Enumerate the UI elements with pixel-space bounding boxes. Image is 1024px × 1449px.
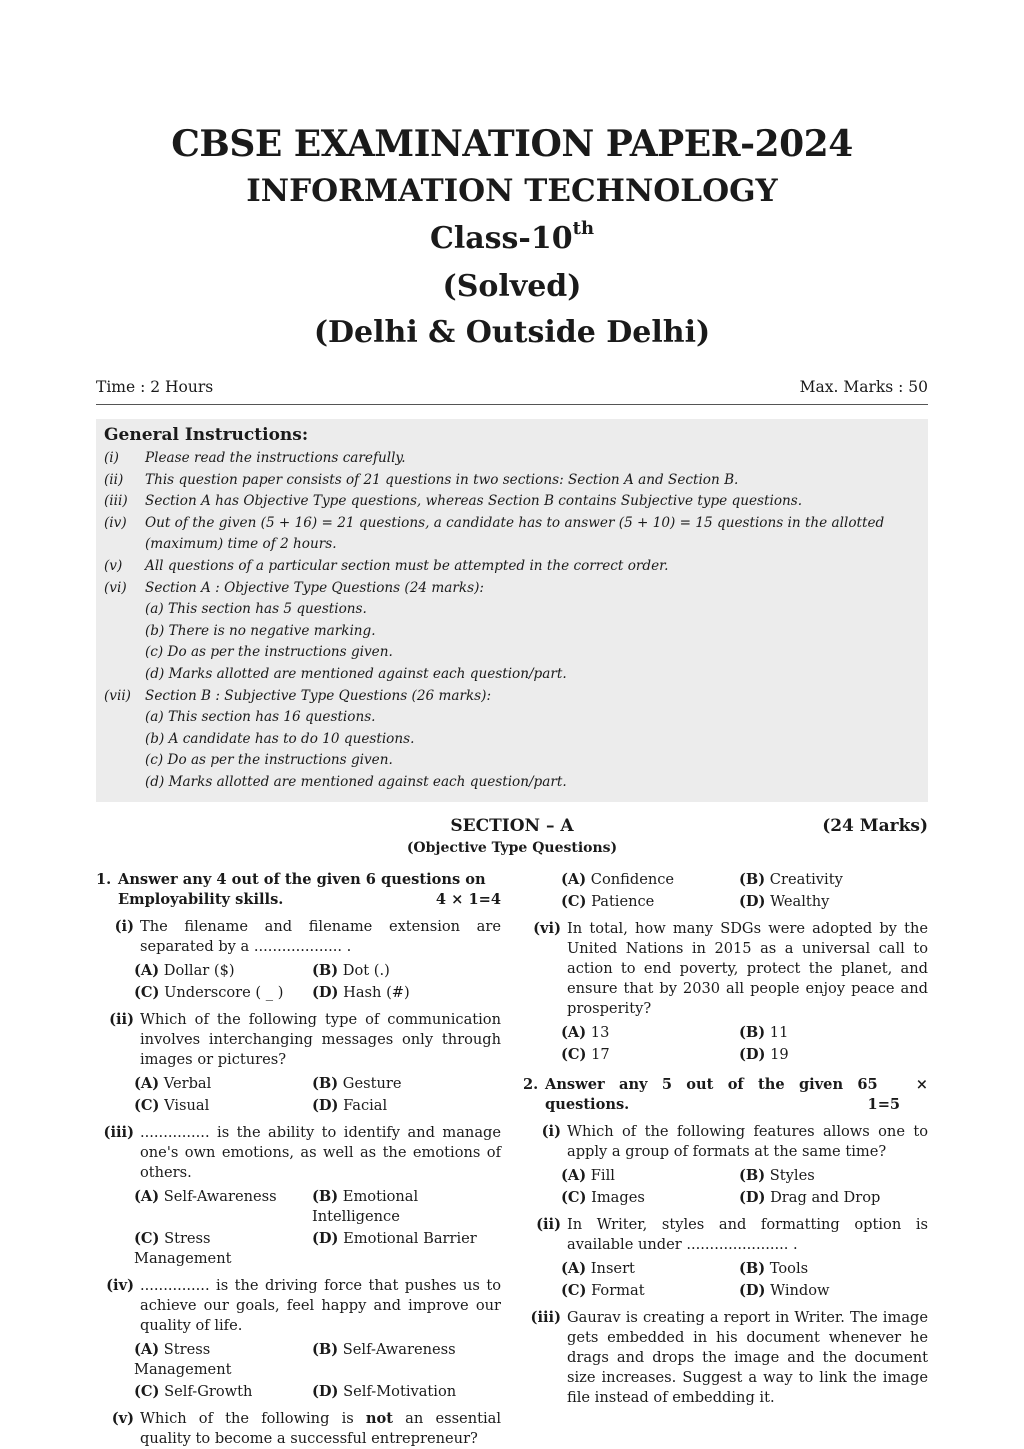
instruction-item: (vi) Section A : Objective Type Questions (24 marks): xyxy=(104,579,484,596)
option: (D) Self-Motivation xyxy=(312,1382,457,1400)
title-block xyxy=(96,120,928,356)
question-marks: 5 × 1=5 xyxy=(867,1075,928,1113)
paper-title: CBSE EXAMINATION PAPER-2024 xyxy=(171,123,853,165)
option: (D) Emotional Barrier xyxy=(312,1229,477,1247)
options xyxy=(134,1340,501,1402)
instructions-title: General Instructions: xyxy=(104,425,309,445)
exam-page xyxy=(96,0,928,1449)
option: (A) Dollar ($) xyxy=(134,961,235,979)
instruction-item: (iv) Out of the given (5 + 16) = 21 questions, a candidate has to answer (5 + 10) = 15 questions in the allotted (maximum) time of 2 hours. xyxy=(104,514,885,553)
option: (D) Wealthy xyxy=(739,892,830,910)
question-2-header: 2. Answer any 5 out of the given 6 questions. 5 × 1=5 xyxy=(523,1075,928,1113)
options xyxy=(561,1259,928,1301)
solved-label: (Solved) xyxy=(442,269,582,304)
region-label: (Delhi & Outside Delhi) xyxy=(313,315,711,350)
option: (C) Underscore ( _ ) xyxy=(134,983,284,1001)
question-1-header: 1. Answer any 4 out of the given 6 questions on Employability skills. 4 × 1=4 xyxy=(96,870,501,908)
sub-question: (iii) Gaurav is creating a report in Writer. The image gets embedded in his document whenever he drags and drops the image and the document size increases. Suggest a way to link the image file instead of embedding it. xyxy=(530,1308,928,1406)
option: (B) Styles xyxy=(739,1166,815,1184)
option: (C) Visual xyxy=(134,1096,210,1114)
instruction-subitem: (a) This section has 16 questions. xyxy=(145,709,376,726)
time-label: Time : 2 Hours xyxy=(96,378,214,396)
right-column xyxy=(523,870,928,1449)
sub-question: (vi) In total, how many SDGs were adopted by the United Nations in 2015 as a universal call to action to end poverty, protect the planet, and ensure that by 2030 all people enjoy peace and prosperity? xyxy=(533,919,928,1017)
option: (B) Emotional Intelligence xyxy=(312,1187,419,1225)
options xyxy=(561,1166,928,1208)
instruction-item: (ii) This question paper consists of 21 questions in two sections: Section A and Section B. xyxy=(104,471,739,488)
option: (D) 19 xyxy=(739,1045,789,1063)
section-title: SECTION – A xyxy=(450,815,574,836)
options xyxy=(561,870,928,912)
option: (A) 13 xyxy=(561,1023,610,1041)
class-title: Class-10th xyxy=(429,218,595,256)
instruction-subitem: (b) A candidate has to do 10 questions. xyxy=(145,730,415,747)
option: (D) Window xyxy=(739,1281,830,1299)
option: (D) Hash (#) xyxy=(312,983,410,1001)
instruction-subitem: (d) Marks allotted are mentioned against each question/part. xyxy=(145,773,567,790)
sub-question: (i) Which of the following features allows one to apply a group of formats at the same time? xyxy=(541,1122,928,1160)
option: (A) Fill xyxy=(561,1166,615,1184)
option: (B) Self-Awareness xyxy=(312,1340,456,1358)
question-marks: 4 × 1=4 xyxy=(435,890,501,908)
meta-row xyxy=(96,378,928,405)
option: (B) Gesture xyxy=(312,1074,402,1092)
options xyxy=(134,1187,501,1269)
options xyxy=(134,961,501,1003)
sub-question: (v) Which of the following is not an essential quality to become a successful entrepreneur? xyxy=(111,1409,501,1447)
option: (C) 17 xyxy=(561,1045,610,1063)
question-columns xyxy=(96,870,928,1449)
section-subtitle: (Objective Type Questions) xyxy=(406,839,618,856)
option: (B) 11 xyxy=(739,1023,789,1041)
option: (B) Dot (.) xyxy=(312,961,390,979)
sub-question: (iv) ............... is the driving force that pushes us to achieve our goals, feel happy and improve our quality of life. xyxy=(106,1276,501,1334)
sub-question: (i) The filename and filename extension are separated by a ................... . xyxy=(114,917,501,955)
sub-question: (iii) ............... is the ability to identify and manage one's own emotions, as well as the emotions of others. xyxy=(103,1123,501,1181)
option: (B) Creativity xyxy=(739,870,843,888)
subject-title: INFORMATION TECHNOLOGY xyxy=(246,173,778,209)
instruction-subitem: (a) This section has 5 questions. xyxy=(145,601,367,618)
option: (C) Self-Growth xyxy=(134,1382,253,1400)
option: (C) Stress Management xyxy=(134,1229,232,1267)
option: (A) Verbal xyxy=(134,1074,212,1092)
instruction-subitem: (d) Marks allotted are mentioned against each question/part. xyxy=(145,665,567,682)
section-marks: (24 Marks) xyxy=(822,815,928,836)
option: (C) Patience xyxy=(561,892,655,910)
instruction-item: (v) All questions of a particular section must be attempted in the correct order. xyxy=(104,557,669,574)
option: (D) Drag and Drop xyxy=(739,1188,881,1206)
max-marks-label: Max. Marks : 50 xyxy=(799,378,928,396)
instruction-item: (vii) Section B : Subjective Type Questions (26 marks): xyxy=(104,687,492,704)
option: (C) Images xyxy=(561,1188,645,1206)
sub-question: (ii) In Writer, styles and formatting option is available under ...................... . xyxy=(536,1215,928,1253)
option: (B) Tools xyxy=(739,1259,809,1277)
option: (C) Format xyxy=(561,1281,645,1299)
option: (A) Self-Awareness xyxy=(134,1187,277,1205)
left-column xyxy=(96,870,501,1449)
options xyxy=(134,1074,501,1116)
options xyxy=(561,1023,928,1065)
option: (A) Insert xyxy=(561,1259,635,1277)
instruction-subitem: (c) Do as per the instructions given. xyxy=(145,644,393,661)
instruction-item: (i) Please read the instructions carefully. xyxy=(104,450,406,466)
sub-question: (ii) Which of the following type of communication involves interchanging messages only through images or pictures? xyxy=(109,1010,501,1068)
instruction-item: (iii) Section A has Objective Type questions, whereas Section B contains Subjective type questions. xyxy=(104,493,803,510)
option: (A) Confidence xyxy=(561,870,675,888)
option: (D) Facial xyxy=(312,1096,388,1114)
option: (A) Stress Management xyxy=(134,1340,232,1378)
section-header xyxy=(96,816,928,862)
instruction-subitem: (c) Do as per the instructions given. xyxy=(145,752,393,769)
general-instructions xyxy=(96,419,928,802)
instruction-subitem: (b) There is no negative marking. xyxy=(145,622,376,639)
